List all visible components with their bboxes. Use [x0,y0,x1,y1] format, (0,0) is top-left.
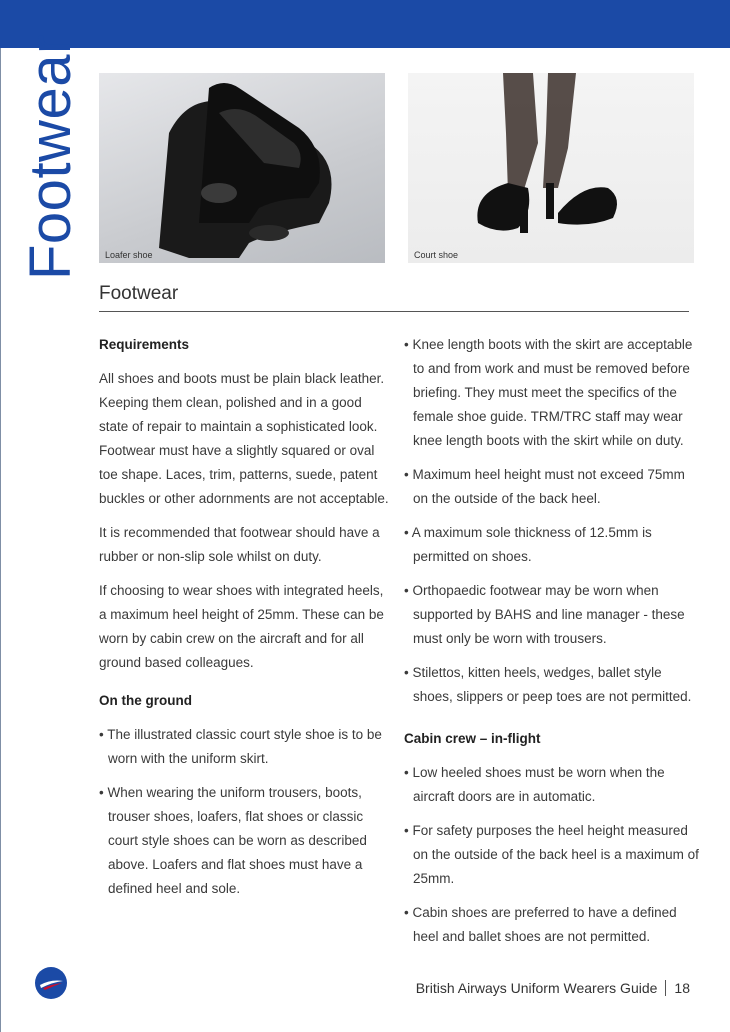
requirements-paragraph-3: If choosing to wear shoes with integrated heels, a maximum heel height of 25mm. These can be worn by cabin crew on the aircraft and for all ground based colleagues. [99,583,384,670]
on-the-ground-heading: On the ground [99,693,192,708]
footer-separator [665,980,666,996]
british-airways-logo [35,967,67,999]
list-item: • Stilettos, kitten heels, wedges, ballet style shoes, slippers or peep toes are not permitted. [404,665,692,704]
list-item: • Cabin shoes are preferred to have a defined heel and ballet shoes are not permitted. [404,905,677,944]
list-item: • For safety purposes the heel height measured on the outside of the back heel is a maximum of 25mm. [404,823,699,886]
list-item: • Low heeled shoes must be worn when the aircraft doors are in automatic. [404,765,665,804]
loafer-shoe-illustration [99,73,385,263]
requirements-paragraph-2: It is recommended that footwear should have a rubber or non-slip sole whilst on duty. [99,525,380,564]
court-caption: Court shoe [414,250,459,260]
section-heading: Footwear [99,283,689,312]
page-number: 18 [674,980,690,996]
left-border-line [0,48,1,1032]
vertical-section-title: Footwear [18,34,83,280]
court-shoe-photo [408,73,694,263]
loafer-shoe-photo [99,73,385,263]
list-item: • Knee length boots with the skirt are acceptable to and from work and must be removed before briefing. They must meet the specifics of the female shoe guide. TRM/TRC staff may wear knee length boots with the skirt while on duty. [404,337,693,448]
speedmarque-icon [35,967,67,999]
page-footer [416,980,690,996]
cabin-crew-heading: Cabin crew – in-flight [404,731,541,746]
requirements-paragraph-1: All shoes and boots must be plain black leather. Keeping them clean, polished and in a good state of repair to maintain a sophisticated look. Footwear must have a slightly squared or oval toe shape. Laces, trim, patterns, suede, patent buckles or other adornments are not acceptable. [99,371,389,506]
list-item: • When wearing the uniform trousers, boots, trouser shoes, loafers, flat shoes or classic court style shoes can be worn as described above. Loafers and flat shoes must have a defined heel and sole. [99,785,367,896]
left-column [99,333,389,911]
right-column [404,333,699,959]
court-shoe-illustration [408,73,694,263]
list-item: • A maximum sole thickness of 12.5mm is permitted on shoes. [404,525,652,564]
guide-title: British Airways Uniform Wearers Guide [415,980,658,996]
loafer-caption: Loafer shoe [105,250,153,260]
list-item: • The illustrated classic court style shoe is to be worn with the uniform skirt. [99,727,382,766]
top-banner [0,0,730,48]
requirements-heading: Requirements [99,337,190,352]
list-item: • Orthopaedic footwear may be worn when supported by BAHS and line manager - these must only be worn with trousers. [404,583,685,646]
list-item: • Maximum heel height must not exceed 75mm on the outside of the back heel. [404,467,685,506]
